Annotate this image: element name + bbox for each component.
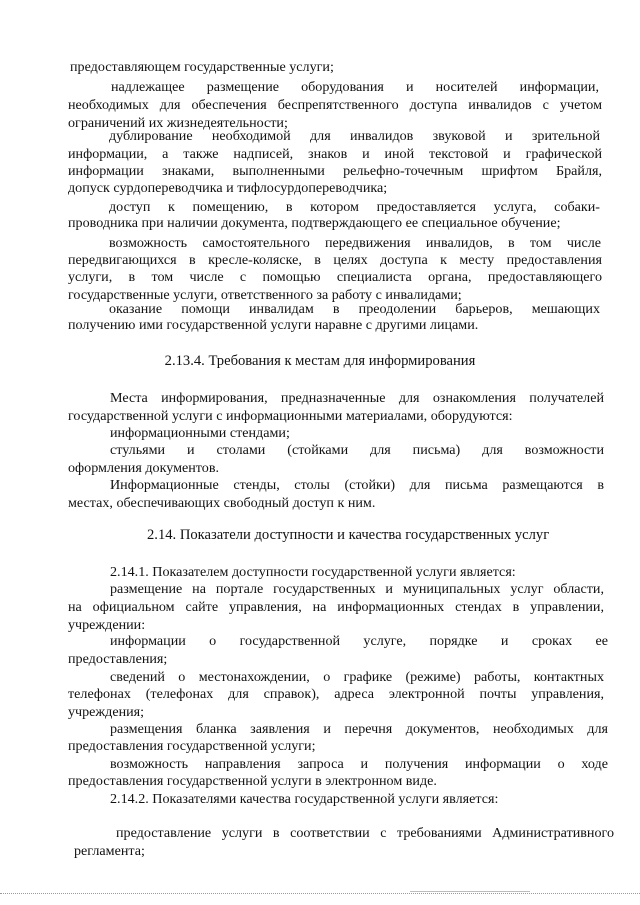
page-edge-line <box>0 893 640 894</box>
section-heading: 2.14. Показатели доступности и качества государственных услуг <box>147 527 550 543</box>
text-line: оформления документов. <box>68 460 219 476</box>
text-line: государственные услуги, ответственного за работу с инвалидами; <box>68 287 462 303</box>
text-line: учреждении: <box>68 617 146 633</box>
text-line: регламента; <box>74 843 145 859</box>
text-line: предоставляющем государственные услуги; <box>70 59 334 75</box>
text-line: местах, обеспечивающих свободный доступ к ним. <box>68 495 376 511</box>
text-line: необходимых для обеспечения беспрепятственного доступа инвалидов с учетом <box>68 98 602 113</box>
text-line: предоставления государственной услуги в электронном виде. <box>68 773 437 789</box>
text-line: размещение на портале государственных и муниципальных услуг области, <box>110 582 604 597</box>
text-line: передвигающихся в кресле-коляске, в целях доступа к месту предоставления <box>68 253 602 268</box>
text-line: Информационные стенды, столы (стойки) для письма размещаются в <box>110 478 604 493</box>
text-line: информации знаками, выполненными рельефно-точечным шрифтом Брайля, <box>68 164 602 179</box>
text-line: информационными стендами; <box>110 425 290 441</box>
text-line: сведений о местонахождении, о графике (режиме) работы, контактных <box>110 670 604 685</box>
text-line: услуги, в том числе с помощью специалиста органа, предоставляющего <box>68 270 602 285</box>
text-line: учреждения; <box>68 704 145 720</box>
text-line: телефонах (телефонах для справок), адреса электронной почты управления, <box>68 687 604 702</box>
text-line: надлежащее размещение оборудования и носителей информации, <box>111 80 599 95</box>
section-heading: 2.13.4. Требования к местам для информирования <box>164 353 476 369</box>
text-line: получению ими государственной услуги наравне с другими лицами. <box>68 317 479 333</box>
text-line: доступ к помещению, в котором предоставляется услуга, собаки- <box>109 200 600 215</box>
text-line: возможность самостоятельного передвижения инвалидов, в том числе <box>109 236 601 251</box>
text-line: государственной услуги с информационными материалами, оборудуются: <box>68 408 513 424</box>
text-line: информации, а также надписей, знаков и иной текстовой и графической <box>68 147 602 162</box>
text-line: дублирование необходимой для инвалидов звуковой и зрительной <box>109 129 600 144</box>
text-line: проводника при наличии документа, подтверждающего ее специальное обучение; <box>68 215 561 231</box>
text-line: предоставление услуги в соответствии с требованиями Административного <box>116 826 614 841</box>
page-edge-line <box>410 891 530 892</box>
text-line: возможность направления запроса и получения информации о ходе <box>110 757 608 772</box>
text-line: стульями и столами (стойками для письма) для возможности <box>110 443 604 458</box>
text-line: Места информирования, предназначенные для ознакомления получателей <box>110 391 604 406</box>
text-line: 2.14.1. Показателем доступности государственной услуги является: <box>110 564 516 580</box>
text-line: оказание помощи инвалидам в преодолении барьеров, мешающих <box>109 302 600 317</box>
text-line: ограничений их жизнедеятельности; <box>68 115 288 131</box>
text-line: 2.14.2. Показателями качества государственной услуги является: <box>110 791 499 807</box>
text-line: предоставления; <box>68 651 168 667</box>
text-line: допуск сурдопереводчика и тифлосурдопереводчика; <box>68 180 388 196</box>
text-line: предоставления государственной услуги; <box>68 738 316 754</box>
text-line: информации о государственной услуге, порядке и сроках ее <box>110 634 608 649</box>
text-line: на официальном сайте управления, на информационных стендах в управлении, <box>68 600 604 615</box>
text-line: размещения бланка заявления и перечня документов, необходимых для <box>110 722 608 737</box>
